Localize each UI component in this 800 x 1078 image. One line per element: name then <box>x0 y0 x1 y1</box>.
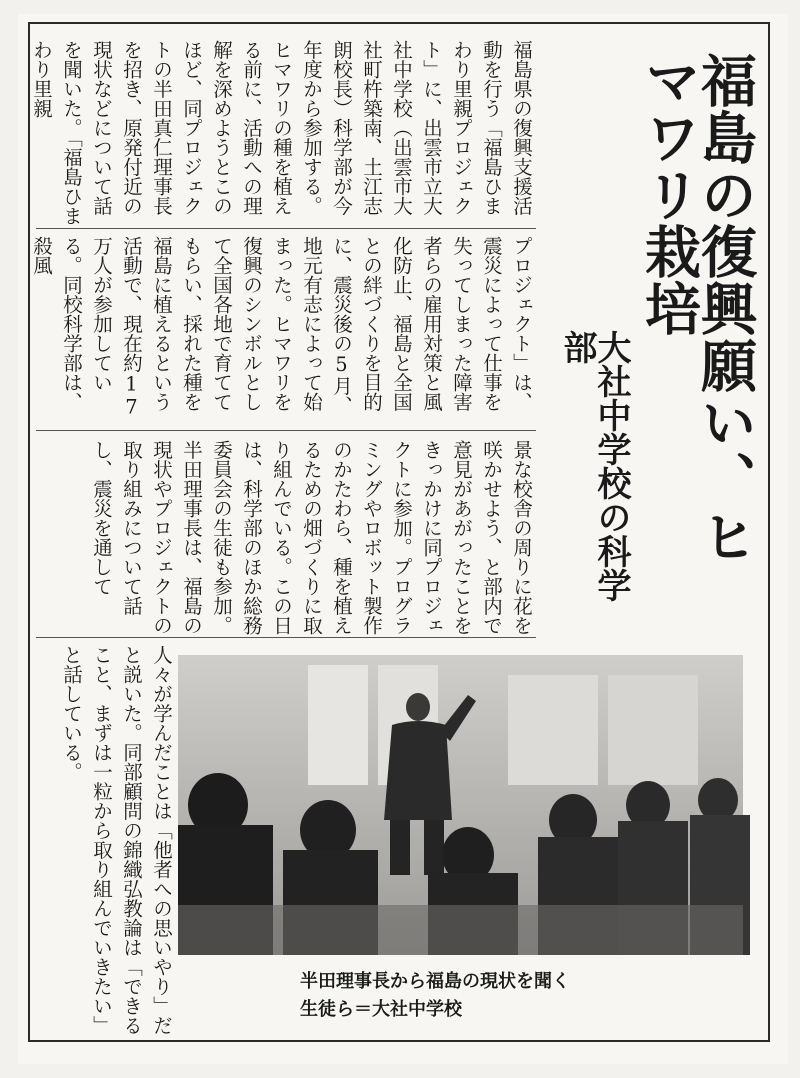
photo-illustration <box>178 655 743 955</box>
tier-divider-1 <box>36 228 536 229</box>
caption-line-2: 生徒ら＝大社中学校 <box>300 999 462 1020</box>
right-rule <box>768 22 770 1042</box>
bottom-rule <box>28 1040 768 1042</box>
tier-divider-3 <box>36 637 536 638</box>
tier-divider-2 <box>36 430 536 431</box>
headline: 福島の復興願い、ヒマワリ栽培 <box>636 52 757 565</box>
body-column-1: 福島県の復興支援活動を行う「福島ひまわり里親プロジェクト」に、出雲市立大社中学校（出雲市大社町杵築南、土江志朗校長）科学部が今年度から参加する。ヒマワリの種を植える前に、活動への理解を深めようとこのほど、同プロジェクトの半田真仁理事長を招き、原発付近の現状などについて話を聞いた。「福島ひまわり里親 <box>30 40 533 226</box>
caption-line-1: 半田理事長から福島の現状を聞く <box>300 971 570 992</box>
body-tier-1 <box>30 40 536 226</box>
body-tier-2 <box>30 236 536 428</box>
subheadline: 大社中学校の科学部 <box>557 330 631 602</box>
news-photo <box>178 655 743 955</box>
body-column-2: プロジェクト」は、震災によって仕事を失ってしまった障害者らの雇用対策と風化防止、福島と全国との絆づくりを目的に、震災後の5月、地元有志によって始まった。ヒマワリを復興のシンボルとして全国各地で育ててもらい、採れた種を福島に植えるという活動で、現在約17万人が参加している。同校科学部は、殺風 <box>30 236 533 419</box>
top-rule <box>28 22 768 24</box>
photo-caption <box>300 968 570 1024</box>
body-tier-4 <box>36 645 176 1035</box>
body-tier-3 <box>36 440 536 635</box>
body-column-4: 人々が学んだことは「他者への思いやり」だと説いた。同部顧問の錦織弘教論は「できること、まずは一粒から取り組んでいきたい」と話している。 <box>60 645 173 1035</box>
body-column-3: 景な校舎の周りに花を咲かせよう、と部内で意見があがったことをきっかけに同プロジェクトに参加。プログラミングやロボット製作のかたわら、種を植えるための畑づくりに取り組んでいる。この日は、科学部のほか総務委員会の生徒も参加。半田理事長は、福島の現状やプロジェクトの取り組みについて話し、震災を通して <box>90 440 533 635</box>
